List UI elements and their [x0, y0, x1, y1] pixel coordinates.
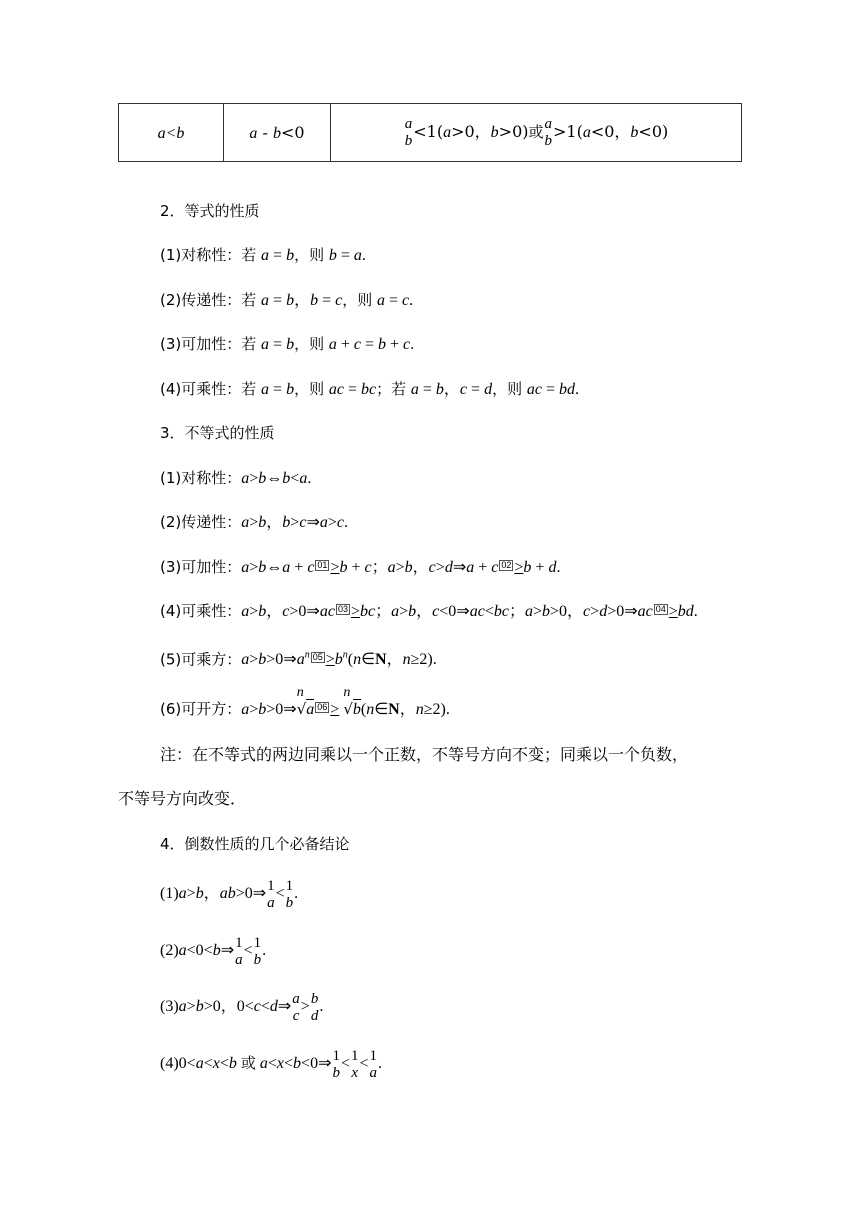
- s2-item-4: (4)可乘性：若 a = b，则 ac = bc；若 a = b，c = d，则 ac = bd.: [160, 380, 579, 398]
- blank-number: 01: [317, 560, 328, 570]
- table-row: [119, 104, 742, 162]
- note-line-1: 注：在不等式的两边同乘以一个正数，不等号方向不变；同乘以一个负数，: [160, 745, 689, 764]
- section-2-title: 2．等式的性质: [160, 202, 260, 220]
- s3-item-3: (3)可加性：a>b⇔a + c 01 >b + c；a>b，c>d⇒a + c 02 >b + d.: [160, 558, 561, 576]
- note-line-2: 不等号方向改变．: [118, 789, 247, 808]
- nth-root-b: n √b: [343, 685, 361, 718]
- comparison-table: [118, 103, 742, 162]
- table-cell-difference: a - b<0: [224, 104, 331, 162]
- s4-item-3: (3)a>b>0，0<c<d⇒ a c > b d .: [160, 991, 324, 1024]
- s3-item-2: (2)传递性：a>b，b>c⇒a>c.: [160, 513, 348, 531]
- s3-item-6: (6)可开方：a>b>0⇒ n √a 06 > n √b(n∈N，n≥2).: [160, 698, 450, 721]
- table-cell-quotient: a b <1(a>0，b>0)或 a b >1(a<0，b<0): [331, 104, 742, 162]
- s3-item-1: (1)对称性：a>b⇔b<a.: [160, 469, 312, 487]
- section-3-title: 3．不等式的性质: [160, 424, 275, 442]
- section-4-title: 4．倒数性质的几个必备结论: [160, 835, 350, 853]
- s3-item-5: (5)可乘方：$a>b>0\Rightarrow a^n$ $05 >b^n(n\in N$，n≥2).: [160, 650, 437, 669]
- s3-item-4: (4)可乘性：a>b，c>0⇒ac 03 >bc；a>b，c<0⇒ac<bc；a>b>0，c>d>0⇒ac 04 >bd.: [160, 602, 698, 620]
- blank-number: 02: [501, 560, 512, 570]
- blank-number: 03: [337, 604, 348, 614]
- s2-item-2: (2)传递性：若 a = b，b = c，则 a = c.: [160, 291, 414, 309]
- s4-item-4: (4)0<a<x<b 或 a<x<b<0⇒ 1 b < 1 x < 1 a .: [160, 1048, 383, 1081]
- s4-item-2: (2)a<0<b⇒ 1 a < 1 b .: [160, 935, 267, 968]
- blank-number: 04: [655, 604, 666, 614]
- s4-item-1: (1)a>b，ab>0⇒ 1 a < 1 b .: [160, 878, 299, 911]
- table-cell-condition: a<b: [119, 104, 224, 162]
- s2-item-1: (1)对称性：若 a = b，则 b = a.: [160, 246, 366, 264]
- s2-item-3: (3)可加性：若 a = b，则 a + c = b + c.: [160, 335, 415, 353]
- blank-number: 05: [312, 652, 323, 663]
- nth-root-a: n √a: [296, 685, 315, 718]
- blank-number: 06: [317, 702, 328, 712]
